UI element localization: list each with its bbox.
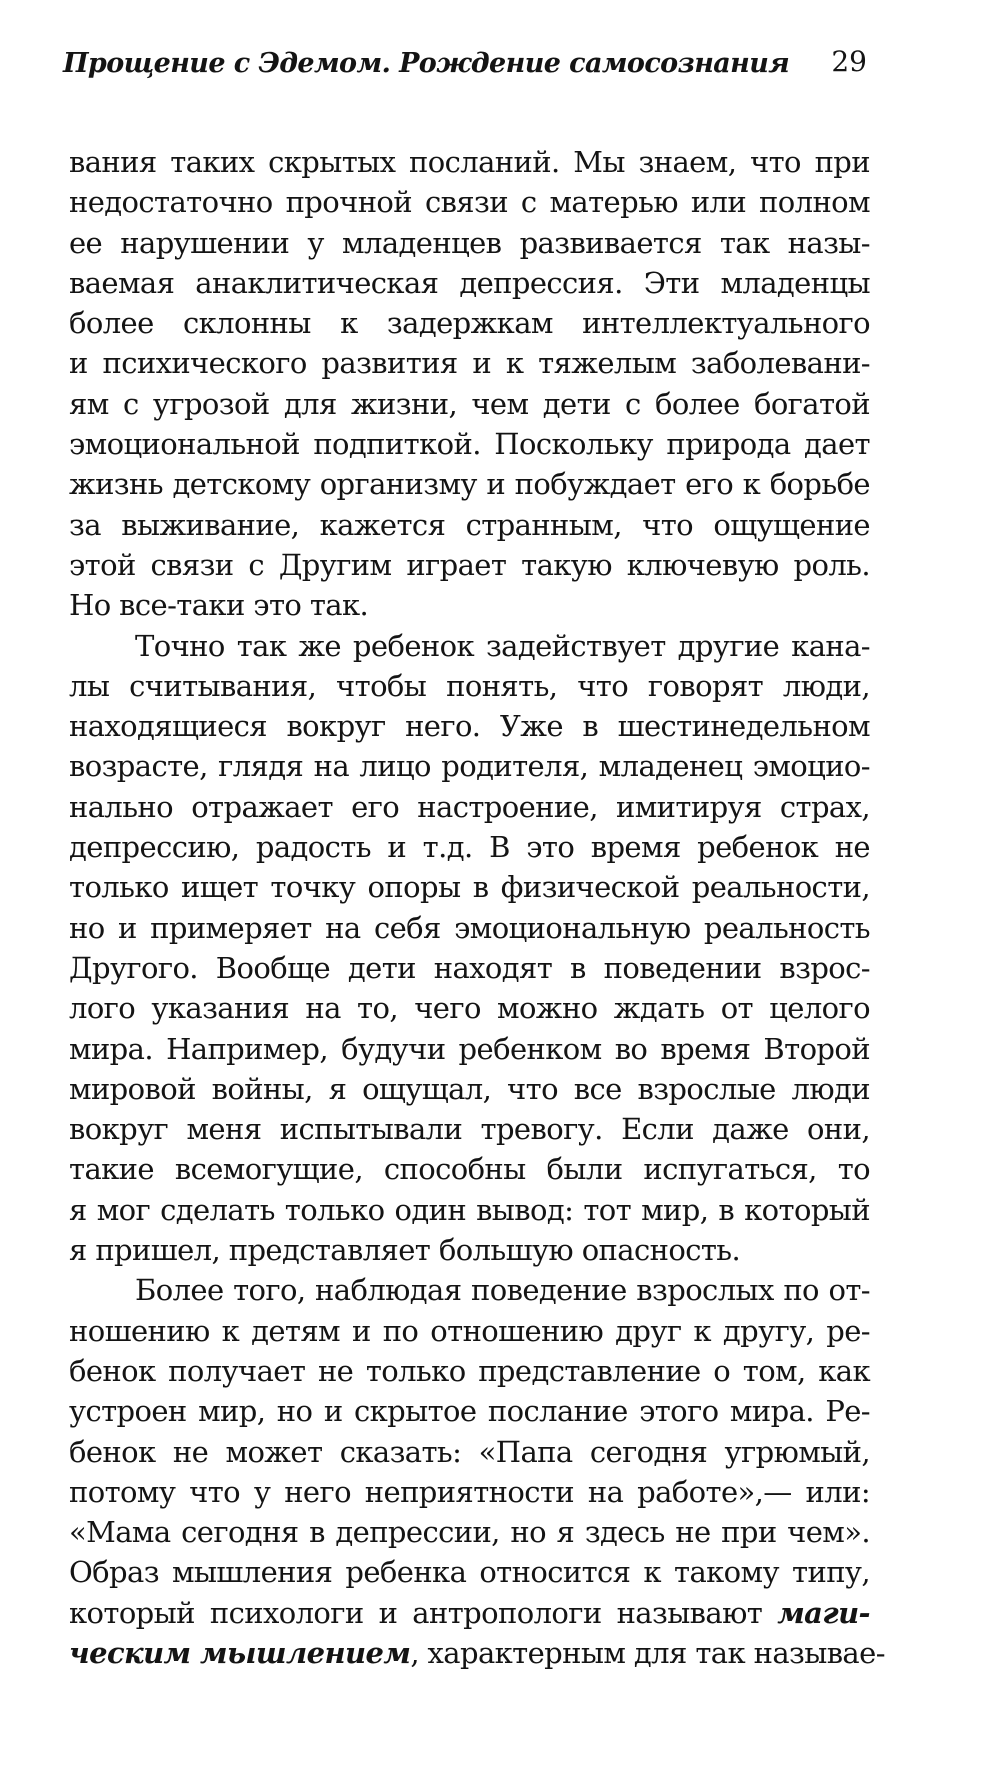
text-line: этой связи с Другим играет такую ключевую роль. <box>69 547 870 582</box>
text-line: вания таких скрытых посланий. Мы знаем, что при <box>69 145 870 179</box>
text-line: жизнь детскому организму и побуждает его к борьбе <box>69 467 870 502</box>
text-line: Другого. Вообще дети находят в поведении взрос- <box>69 950 870 985</box>
body-text <box>69 142 885 1673</box>
italic-term: ческим мышлением <box>69 1635 411 1670</box>
text-line: такие всемогущие, способны были испугаться, то <box>69 1152 870 1187</box>
text-run: который психологи и антропологи называют <box>69 1595 763 1630</box>
text-line: за выживание, кажется странным, что ощущение <box>69 507 870 542</box>
text-line: находящиеся вокруг него. Уже в шестинедельном <box>69 709 870 744</box>
text-line: недостаточно прочной связи с матерью или полном <box>69 185 870 220</box>
text-line: я мог сделать только один вывод: тот мир, в который <box>69 1192 870 1227</box>
text-line: вокруг меня испытывали тревогу. Если даже они, <box>69 1112 870 1147</box>
text-line: мировой войны, я ощущал, что все взрослые люди <box>69 1071 870 1106</box>
text-line: Образ мышления ребенка относится к такому типу, <box>69 1555 870 1590</box>
text-line: лого указания на то, чего можно ждать от целого <box>69 991 870 1026</box>
italic-term: маги- <box>777 1595 870 1630</box>
page-number: 29 <box>831 45 867 78</box>
text-line: только ищет точку опоры в физической реальности, <box>69 870 870 905</box>
text-run: , характерным для так называе- <box>410 1635 885 1670</box>
text-line: Точно так же ребенок задействует другие кана- <box>135 628 870 663</box>
running-title: Прощение с Эдемом. Рождение самосознания <box>63 48 790 79</box>
text-line: эмоциональной подпиткой. Поскольку природа дает <box>69 427 870 462</box>
text-line <box>69 1633 885 1673</box>
text-line: и психического развития и к тяжелым заболевани- <box>69 346 870 381</box>
text-line: мира. Например, будучи ребенком во время Второй <box>69 1031 870 1066</box>
text-line <box>69 1593 870 1633</box>
text-line: ваемая анаклитическая депрессия. Эти младенцы <box>69 265 870 300</box>
text-line: Но все-таки это так. <box>69 588 369 623</box>
text-line: нально отражает его настроение, имитируя страх, <box>69 789 870 824</box>
text-line: бенок не может сказать: «Папа сегодня угрюмый, <box>69 1434 870 1469</box>
text-line: депрессию, радость и т.д. В это время ребенок не <box>69 830 870 865</box>
text-line: я пришел, представляет большую опасность. <box>69 1233 741 1268</box>
text-line: «Мама сегодня в депрессии, но я здесь не при чем». <box>69 1515 870 1550</box>
text-line: но и примеряет на себя эмоциональную реальность <box>69 910 870 945</box>
running-head <box>63 46 873 86</box>
text-line: устроен мир, но и скрытое послание этого мира. Ре- <box>69 1394 870 1429</box>
text-line: потому что у него неприятности на работе»,— или: <box>69 1474 870 1509</box>
text-line: более склонны к задержкам интеллектуального <box>69 306 870 341</box>
text-line: Более того, наблюдая поведение взрослых по от- <box>135 1273 870 1308</box>
text-line: ношению к детям и по отношению друг к другу, ре- <box>69 1313 870 1348</box>
text-line: ее нарушении у младенцев развивается так назы- <box>69 225 870 260</box>
text-line: бенок получает не только представление о том, как <box>69 1353 870 1388</box>
text-line: лы считывания, чтобы понять, что говорят люди, <box>69 668 870 703</box>
text-line: ям с угрозой для жизни, чем дети с более богатой <box>69 386 870 421</box>
text-line: возрасте, глядя на лицо родителя, младенец эмоцио- <box>69 749 870 784</box>
